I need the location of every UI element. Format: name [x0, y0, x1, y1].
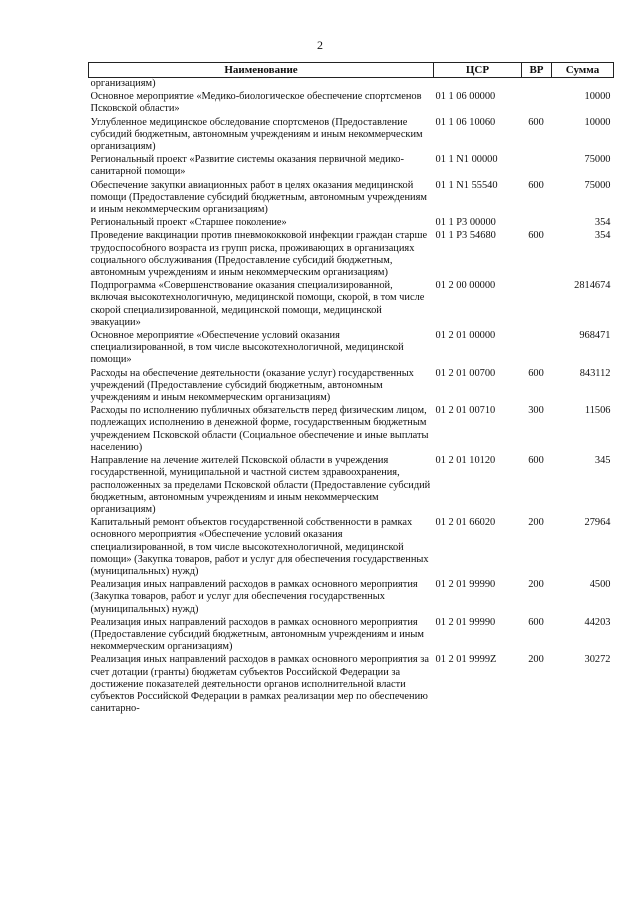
header-name: Наименование	[89, 63, 434, 78]
cell-sum: 4500	[589, 579, 611, 591]
cell-csr: 01 2 01 00700	[435, 367, 496, 379]
cell-csr: 01 2 01 9999Z	[435, 654, 497, 666]
cell-vr: 300	[528, 405, 544, 417]
table-row	[89, 368, 614, 406]
cell-name: Региональный проект «Старшее поколение»	[90, 217, 287, 229]
cell-sum: 44203	[584, 616, 611, 628]
cell-csr: 01 2 01 00710	[435, 405, 496, 417]
cell-vr	[522, 154, 552, 179]
cell-sum: 75000	[584, 154, 611, 166]
cell-name: организациям)	[90, 78, 156, 89]
cell-csr: 01 1 P3 00000	[435, 217, 496, 229]
cell-sum: 354	[594, 217, 611, 229]
cell-vr: 200	[528, 654, 544, 666]
cell-vr: 600	[528, 230, 544, 242]
cell-vr	[522, 91, 552, 116]
budget-table	[88, 62, 614, 716]
cell-csr: 01 1 N1 55540	[435, 179, 498, 191]
cell-name: Проведение вакцинации против пневмококковой инфекции граждан старше трудоспособного возраста из групп риска, проживающих в организациях социального обслуживания (Предоставление субсидий бюджетным, автономным учреждениям и иным некоммерческим организациям)	[90, 230, 428, 279]
cell-sum: 30272	[584, 654, 611, 666]
cell-sum	[552, 78, 614, 92]
header-vr: ВР	[522, 63, 552, 78]
cell-sum: 2814674	[574, 280, 611, 292]
cell-name: Основное мероприятие «Обеспечение условий оказания специализированной, в том числе высокотехнологичной, медицинской помощи»	[90, 330, 404, 366]
cell-csr: 01 1 06 00000	[435, 91, 496, 103]
cell-sum: 75000	[584, 179, 611, 191]
cell-csr: 01 2 01 66020	[435, 517, 496, 529]
cell-csr: 01 1 N1 00000	[435, 154, 498, 166]
cell-name: Углубленное медицинское обследование спортсменов (Предоставление субсидий бюджетным, автономным учреждениям и иным некоммерческим организациям)	[90, 116, 423, 153]
table-row	[89, 117, 614, 155]
cell-csr: 01 2 01 99990	[435, 579, 496, 591]
table-row	[89, 217, 614, 230]
table-row	[89, 154, 614, 179]
table-row	[89, 180, 614, 218]
cell-vr: 600	[528, 367, 544, 379]
table-row	[89, 330, 614, 368]
cell-sum: 843112	[579, 367, 611, 379]
cell-csr: 01 1 06 10060	[435, 116, 496, 128]
cell-vr	[522, 280, 552, 330]
table-row	[89, 280, 614, 330]
cell-name: Расходы на обеспечение деятельности (оказание услуг) государственных учреждений (Предоставление субсидий бюджетным, автономным учреждениям и иным некоммерческим организациям)	[90, 367, 414, 404]
cell-name: Реализация иных направлений расходов в рамках основного мероприятия (Закупка товаров, работ и услуг для обеспечения государственных (муниципальных) нужд)	[90, 579, 418, 615]
cell-vr: 600	[528, 616, 544, 628]
cell-vr: 600	[528, 116, 544, 128]
cell-name: Реализация иных направлений расходов в рамках основного мероприятия за счет дотации (гранты) бюджетам субъектов Российской Федерации за достижение показателей деятельности органов исполнительной власти субъектов Российской Федерации в рамках реализации мер по обеспечению санитарно-	[90, 654, 429, 715]
cell-name: Обеспечение закупки авиационных работ в целях оказания медицинской помощи (Предоставление субсидий бюджетным, автономным учреждениям и иным некоммерческим организациям)	[90, 179, 427, 216]
cell-vr: 200	[528, 579, 544, 591]
table-row	[89, 455, 614, 517]
cell-name: Капитальный ремонт объектов государственной собственности в рамках основного мероприятия «Обеспечение условий оказания специализированной, в том числе высокотехнологичной, медицинской помощи» (Закупка товаров, работ и услуг для обеспечения государственных (муниципальных) нужд)	[90, 517, 429, 577]
cell-csr: 01 2 00 00000	[435, 280, 496, 292]
table-row	[89, 579, 614, 617]
cell-sum: 345	[594, 455, 611, 467]
cell-csr	[434, 78, 522, 92]
cell-name: Региональный проект «Развитие системы оказания первичной медико-санитарной помощи»	[90, 154, 404, 178]
table-row	[89, 405, 614, 455]
cell-vr	[522, 217, 552, 230]
cell-vr	[522, 78, 552, 92]
cell-sum: 27964	[584, 517, 611, 529]
cell-csr: 01 2 01 10120	[435, 455, 496, 467]
header-sum: Сумма	[552, 63, 614, 78]
cell-sum: 10000	[584, 116, 611, 128]
cell-sum: 968471	[579, 330, 611, 342]
cell-sum: 10000	[584, 91, 611, 103]
header-csr: ЦСР	[434, 63, 522, 78]
cell-sum: 11506	[584, 405, 611, 417]
cell-sum: 354	[594, 230, 611, 242]
cell-vr: 200	[528, 517, 544, 529]
cell-name: Расходы по исполнению публичных обязательств перед физическим лицом, подлежащих исполнению в денежной форме, государственным бюджетным учреждением Псковской области (Социальное обеспечение и иные выплаты населению)	[90, 405, 429, 453]
cell-name: Основное мероприятие «Медико-биологическое обеспечение спортсменов Псковской области»	[90, 91, 422, 115]
table-row	[89, 91, 614, 116]
table-body	[89, 78, 614, 717]
page-number: 2	[317, 38, 323, 52]
table-row	[89, 654, 614, 716]
table-row	[89, 617, 614, 655]
table-row	[89, 517, 614, 579]
cell-csr: 01 2 01 00000	[435, 330, 496, 342]
cell-vr: 600	[528, 179, 544, 191]
cell-name: Подпрограмма «Совершенствование оказания специализированной, включая высокотехнологичную, медицинской помощи, скорой, в том числе скорой специализированной, медицинской помощи, медицинской эвакуации»	[90, 280, 425, 328]
cell-csr: 01 2 01 99990	[435, 616, 496, 628]
cell-name: Направление на лечение жителей Псковской области в учреждения государственной, муниципальной и частной систем здравоохранения, расположенных за пределами Псковской области (Предоставление субсидий бюджетным, автономным учреждениям и иным некоммерческим организациям)	[90, 455, 431, 515]
cell-vr: 600	[528, 455, 544, 467]
table-header-row	[89, 63, 614, 78]
cell-csr: 01 1 P3 54680	[435, 230, 496, 242]
cell-vr	[522, 330, 552, 368]
table-row	[89, 78, 614, 92]
cell-name: Реализация иных направлений расходов в рамках основного мероприятия (Предоставление субсидий бюджетным, автономным учреждениям и иным некоммерческим организациям)	[90, 616, 424, 653]
table-row	[89, 230, 614, 280]
